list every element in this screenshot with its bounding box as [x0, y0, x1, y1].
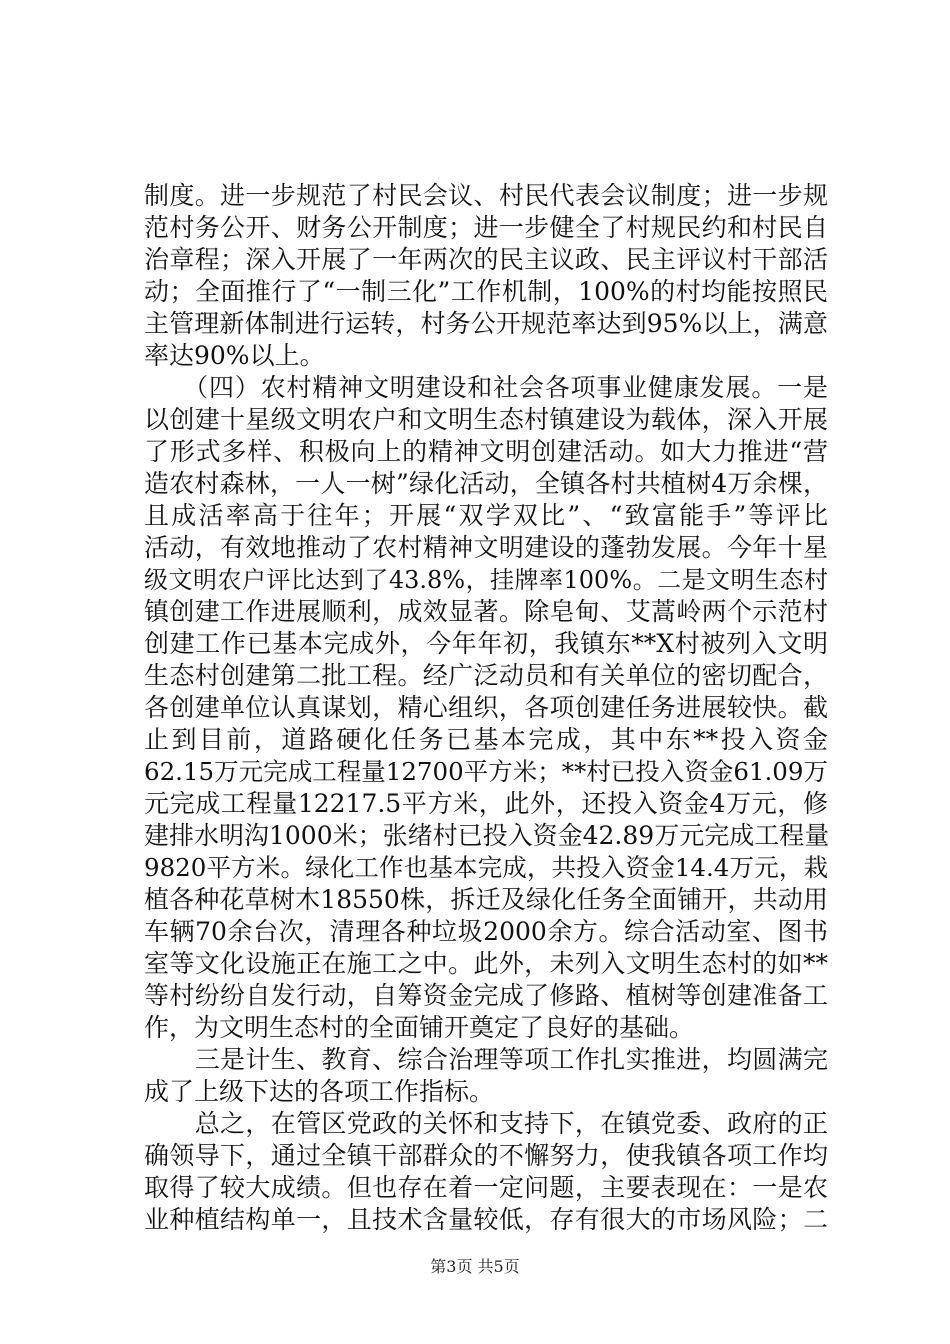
text-line: 车辆70余台次，清理各种垃圾2000余方。综合活动室、图书	[144, 917, 828, 946]
text-line: 制度。进一步规范了村民会议、村民代表会议制度；进一步规	[144, 181, 828, 210]
text-line: 等村纷纷自发行动，自筹资金完成了修路、植树等创建准备工	[144, 981, 828, 1010]
text-line: 三是计生、教育、综合治理等项工作扎实推进，均圆满完	[144, 1045, 828, 1074]
text-line: 9820平方米。绿化工作也基本完成，共投入资金14.4万元，栽	[144, 853, 828, 882]
text-line: 植各种花草树木18550株，拆迁及绿化任务全面铺开，共动用	[144, 885, 828, 914]
text-line: 范村务公开、财务公开制度；进一步健全了村规民约和村民自	[144, 213, 828, 242]
text-line: 主管理新体制进行运转，村务公开规范率达到95%以上，满意	[144, 309, 828, 338]
text-line: 活动，有效地推动了农村精神文明建设的蓬勃发展。今年十星	[144, 533, 828, 562]
text-line: 生态村创建第二批工程。经广泛动员和有关单位的密切配合，	[144, 661, 828, 690]
text-line: 建排水明沟1000米；张绪村已投入资金42.89万元完成工程量	[144, 821, 830, 850]
text-line: 且成活率高于往年；开展“双学双比”、“致富能手”等评比	[144, 501, 828, 530]
text-line: 创建工作已基本完成外，今年年初，我镇东**X村被列入文明	[144, 629, 828, 658]
text-line: 确领导下，通过全镇干部群众的不懈努力，使我镇各项工作均	[144, 1141, 828, 1170]
text-line: 业种植结构单一，且技术含量较低，存有很大的市场风险；二	[144, 1205, 828, 1234]
text-line: 作，为文明生态村的全面铺开奠定了良好的基础。	[144, 1013, 695, 1042]
text-line: 动；全面推行了“一制三化”工作机制，100%的村均能按照民	[144, 277, 828, 306]
text-line: 室等文化设施正在施工之中。此外，未列入文明生态村的如**	[144, 949, 828, 978]
text-line: （四）农村精神文明建设和社会各项事业健康发展。一是	[144, 373, 828, 402]
text-line: 元完成工程量12217.5平方米，此外，还投入资金4万元，修	[144, 789, 828, 818]
text-line: 各创建单位认真谋划，精心组织，各项创建任务进展较快。截	[144, 693, 828, 722]
text-line: 级文明农户评比达到了43.8%，挂牌率100%。二是文明生态村	[144, 566, 828, 594]
text-line: 成了上级下达的各项工作指标。	[144, 1077, 495, 1106]
text-line: 造农村森林，一人一树”绿化活动，全镇各村共植树4万余棵，	[144, 469, 828, 498]
text-line: 止到目前，道路硬化任务已基本完成，其中东**投入资金	[144, 725, 828, 754]
page-footer: 第3页 共5页	[430, 1257, 520, 1276]
text-line: 以创建十星级文明农户和文明生态村镇建设为载体，深入开展	[144, 405, 828, 434]
text-line: 取得了较大成绩。但也存在着一定问题，主要表现在：一是农	[144, 1173, 828, 1202]
text-line: 治章程；深入开展了一年两次的民主议政、民主评议村干部活	[144, 245, 828, 274]
text-line: 总之，在管区党政的关怀和支持下，在镇党委、政府的正	[144, 1109, 828, 1138]
text-line: 了形式多样、积极向上的精神文明创建活动。如大力推进“营	[144, 437, 828, 466]
text-line: 62.15万元完成工程量12700平方米；**村已投入资金61.09万	[144, 757, 828, 786]
text-line: 镇创建工作进展顺利，成效显著。除皂甸、艾蒿岭两个示范村	[144, 597, 828, 626]
text-line: 率达90%以上。	[144, 341, 325, 370]
